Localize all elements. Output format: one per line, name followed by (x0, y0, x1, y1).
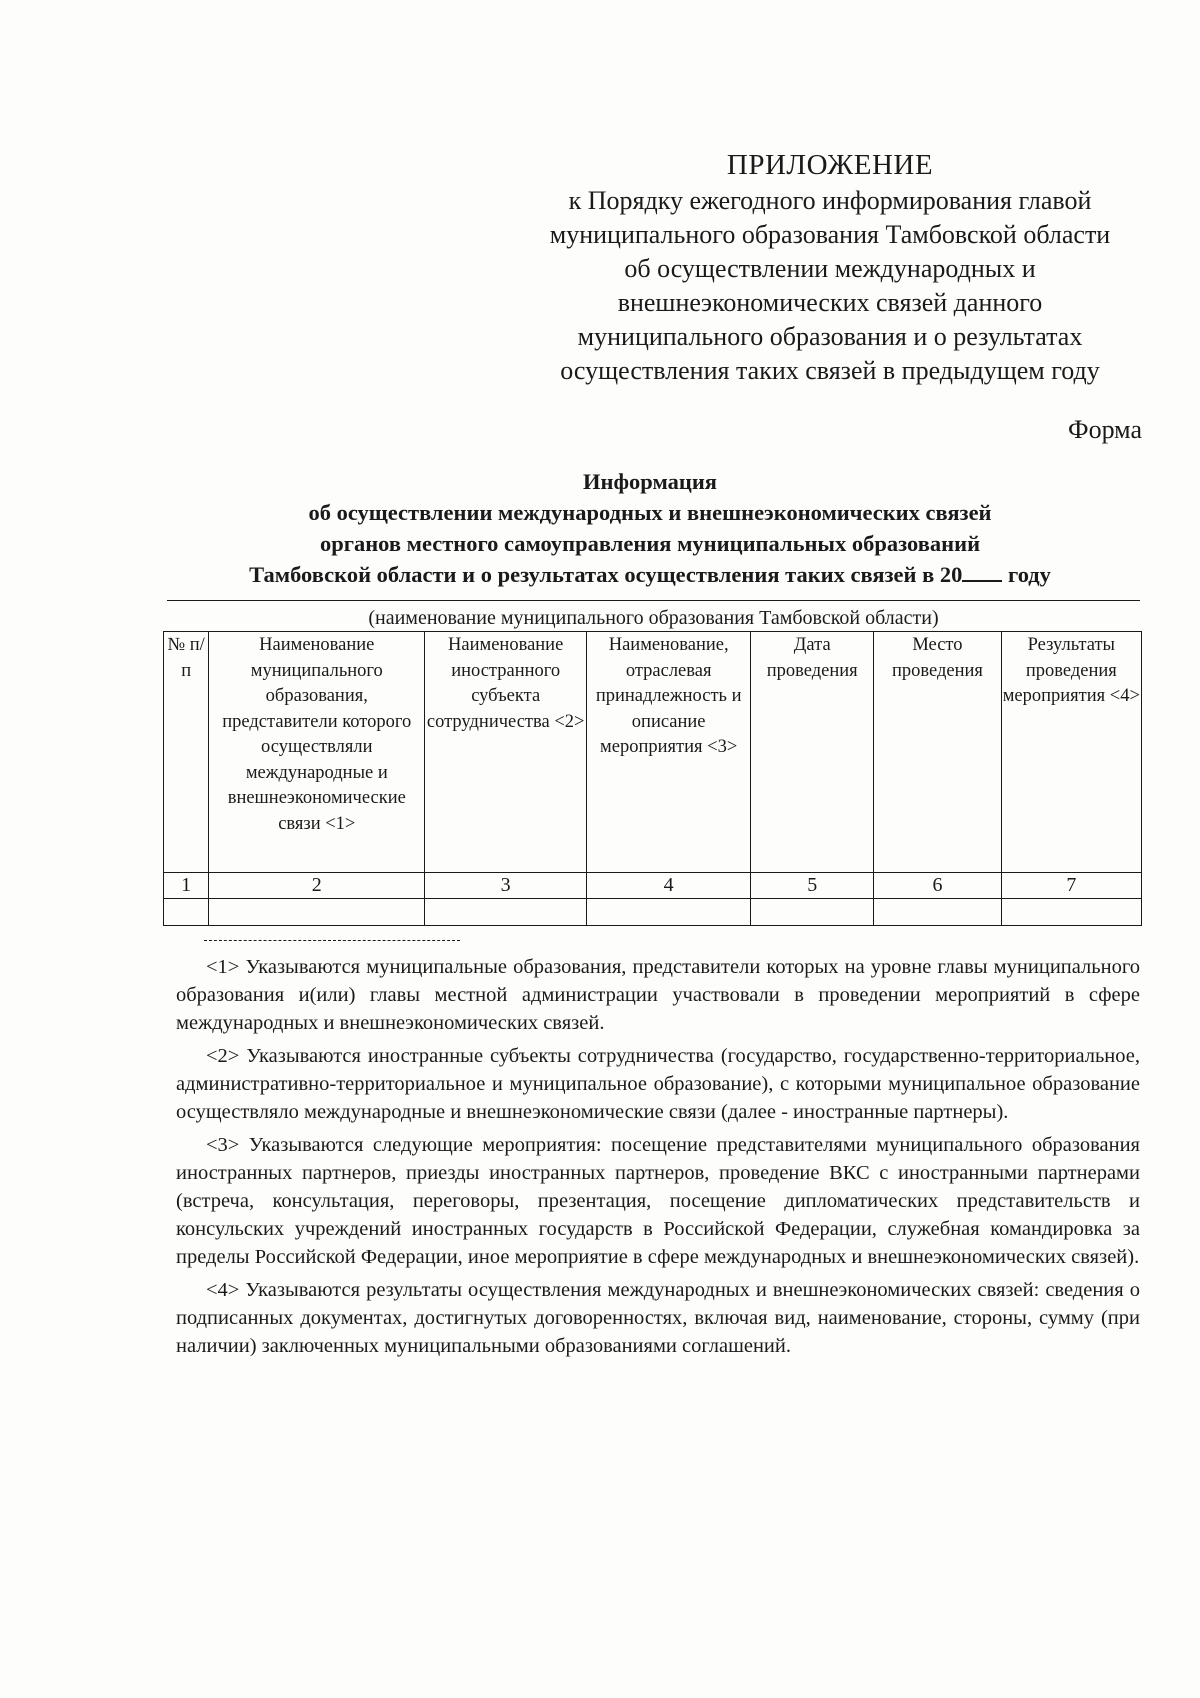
appendix-header (520, 148, 1140, 388)
municipality-name-line[interactable] (167, 600, 1140, 601)
municipality-name-caption: (наименование муниципального образования Тамбовской области) (368, 607, 939, 629)
document-title-line (160, 559, 1140, 590)
table-header-cell (1001, 632, 1141, 873)
header-foreign-partner: Наименование иностранного субъекта сотрудничества <2> (426, 635, 585, 732)
table-cell: 5 (751, 873, 874, 899)
appendix-line: муниципального образования Тамбовской области (549, 220, 1111, 249)
document-title-suffix: году (1008, 562, 1051, 587)
form-table (163, 631, 1142, 926)
appendix-line: внешнеэкономических связей данного (617, 288, 1043, 317)
table-cell: 3 (425, 873, 587, 899)
document-title-line: органов местного самоуправления муниципальных образований (319, 531, 981, 556)
table-header-cell (874, 632, 1001, 873)
header-event-description: Наименование, отраслевая принадлежность и описание мероприятия <3> (595, 635, 742, 757)
appendix-line: об осуществлении международных и (624, 254, 1036, 283)
table-cell-empty[interactable] (1001, 899, 1141, 926)
table-cell: 1 (164, 873, 209, 899)
table-header-cell (751, 632, 874, 873)
table-cell-empty[interactable] (164, 899, 209, 926)
footnote-separator (204, 940, 460, 941)
table-cell-empty[interactable] (874, 899, 1001, 926)
table-cell-empty[interactable] (587, 899, 751, 926)
table-cell: 6 (874, 873, 1001, 899)
footnotes (176, 953, 1140, 1365)
footnote-4: <4> Указываются результаты осуществления международных и внешнеэкономических связей: сведения о подписанных документах, достигнутых договоренностях, включая вид, наименование, стороны, сумму (при наличии) заключенных муниципальными образованиями соглашений. (176, 1279, 1140, 1357)
header-number: № п/п (167, 635, 205, 681)
document-title (160, 466, 1140, 590)
footnote-2: <2> Указываются иностранные субъекты сотрудничества (государство, государственно-территориальное, административно-территориальное и муниципальное образование), с которыми муниципальное образование осуществляло международные и внешнеэкономические связи (далее - иностранные партнеры). (176, 1045, 1140, 1123)
appendix-line: муниципального образования и о результатах (577, 322, 1083, 351)
table-row-empty (164, 899, 1142, 926)
footnote-1: <1> Указываются муниципальные образования, представители которых на уровне главы муниципального образования и(или) главы местной администрации участвовали в проведении мероприятий в сфере международных и внешнеэкономических связей. (176, 956, 1140, 1034)
header-place: Место проведения (891, 635, 983, 681)
table-header-cell (164, 632, 209, 873)
appendix-line: осуществления таких связей в предыдущем году (560, 356, 1100, 385)
table-header-cell (587, 632, 751, 873)
document-title-line: об осуществлении международных и внешнеэкономических связей (308, 500, 992, 525)
header-date: Дата проведения (766, 635, 858, 681)
table-cell: 2 (209, 873, 425, 899)
table-cell-empty[interactable] (425, 899, 587, 926)
year-blank-field[interactable] (962, 562, 1002, 582)
document-title-line: Информация (583, 469, 717, 494)
table-header-cell (425, 632, 587, 873)
form-label: Форма (1068, 415, 1142, 444)
table-cell: 4 (587, 873, 751, 899)
table-cell-empty[interactable] (751, 899, 874, 926)
footnote-3: <3> Указываются следующие мероприятия: посещение представителями муниципального образования иностранных партнеров, приезды иностранных партнеров, проведение ВКС с иностранными партнерами (встреча, консультация, переговоры, презентация, посещение дипломатических представительств и консульских учреждений иностранных государств в Российской Федерации, служебная командировка за пределы Российской Федерации, иное мероприятие в сфере международных и внешнеэкономических связей). (176, 1134, 1140, 1268)
table-cell: 7 (1001, 873, 1141, 899)
table-cell-empty[interactable] (209, 899, 425, 926)
appendix-line: к Порядку ежегодного информирования главой (568, 186, 1092, 215)
header-results: Результаты проведения мероприятия <4> (1002, 635, 1140, 706)
appendix-title: ПРИЛОЖЕНИЕ (726, 149, 934, 181)
table-header-row (164, 632, 1142, 873)
document-title-prefix: Тамбовской области и о результатах осуществления таких связей в 20 (249, 562, 963, 587)
table-header-cell (209, 632, 425, 873)
table-row-column-numbers (164, 873, 1142, 899)
header-municipality: Наименование муниципального образования, представители которого осуществляли международные и внешнеэкономические связи <1> (222, 635, 412, 834)
